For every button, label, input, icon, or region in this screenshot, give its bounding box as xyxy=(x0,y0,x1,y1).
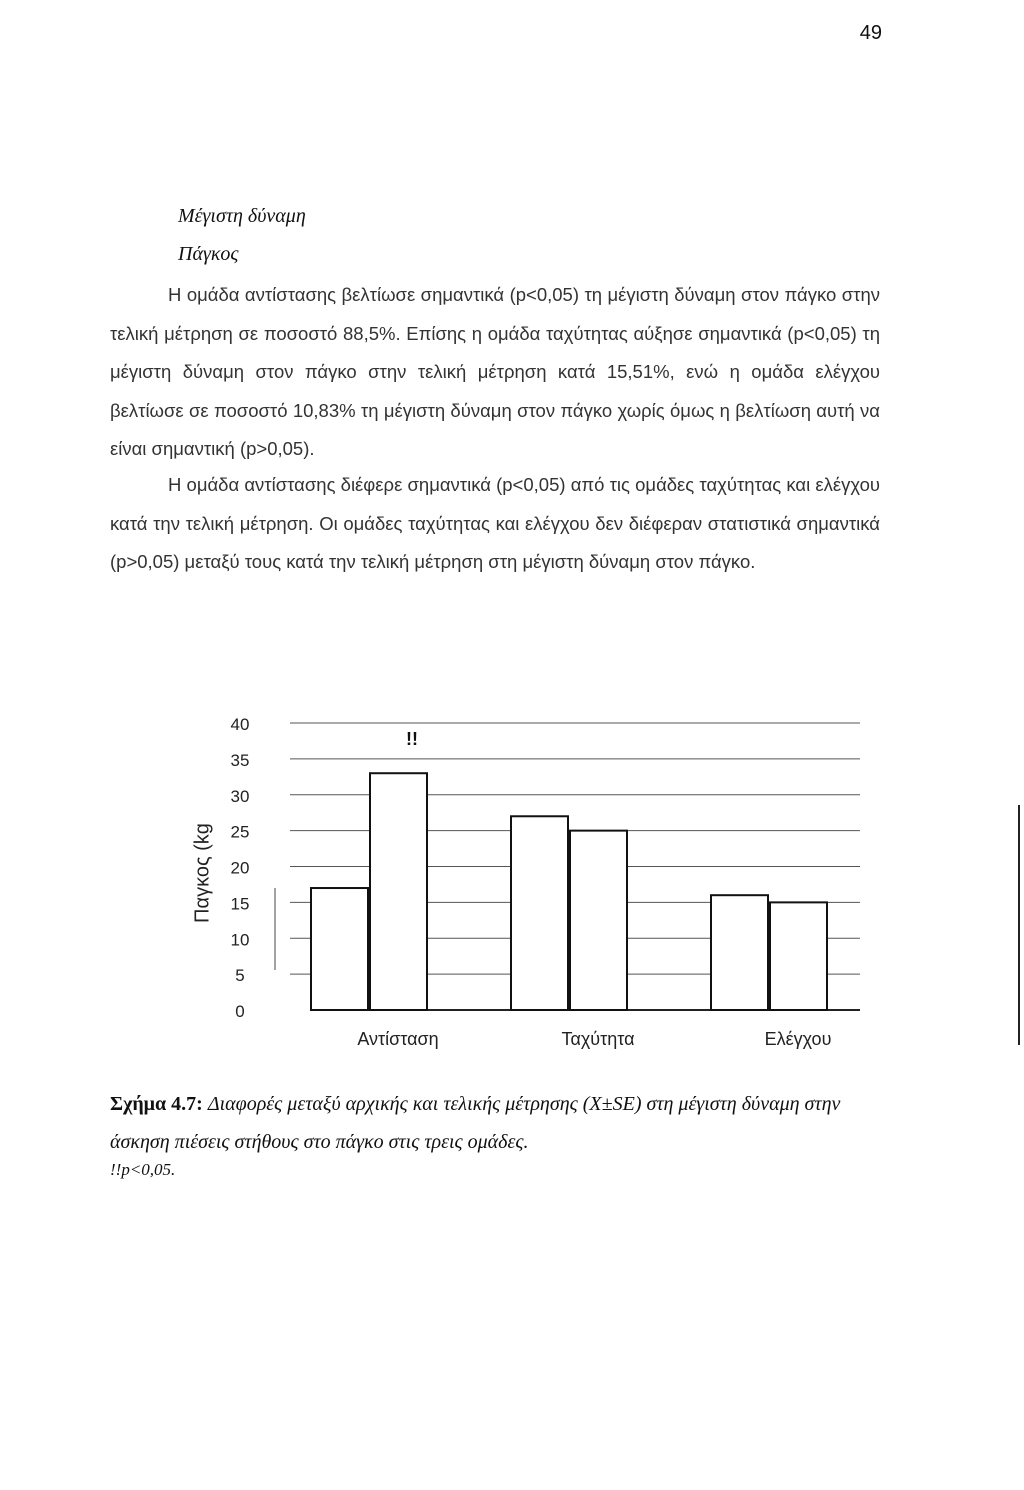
y-tick-label: 30 xyxy=(230,786,250,806)
bar-chart xyxy=(0,700,1024,1060)
section-subheading: Πάγκος xyxy=(178,243,239,265)
y-tick-label: 0 xyxy=(235,1002,245,1021)
y-tick-label: 5 xyxy=(235,966,245,986)
x-tick-label: Ελέγχου xyxy=(764,1029,832,1049)
section-heading: Μέγιστη δύναμη xyxy=(178,205,306,227)
bar-3-series-2 xyxy=(770,902,827,1010)
y-tick-label: 25 xyxy=(230,822,250,842)
y-tick-label: 10 xyxy=(230,930,250,950)
bar-2-series-1 xyxy=(511,816,568,1010)
figure-caption xyxy=(110,1085,900,1161)
y-axis-label-text: Παγκος (kg xyxy=(191,823,214,923)
y-tick-label: 15 xyxy=(230,894,250,914)
x-tick-label: Αντίσταση xyxy=(357,1029,439,1049)
significance-annotation: !! xyxy=(406,729,418,749)
bar-2-series-2 xyxy=(570,831,627,1010)
caption-text: Διαφορές μεταξύ αρχικής και τελικής μέτρησης (X±SE) στη μέγιστη δύναμη στην άσκηση πιέσεις στήθους στο πάγκο στις τρεις ομάδες. xyxy=(110,1093,841,1153)
bar-1-series-1 xyxy=(311,888,368,1010)
x-tick-label: Ταχύτητα xyxy=(561,1029,635,1049)
page-edge-line xyxy=(1018,805,1020,1045)
y-tick-label: 35 xyxy=(230,750,250,770)
page-number: 49 xyxy=(859,22,882,44)
y-tick-label: 20 xyxy=(230,858,250,878)
caption-label: Σχήμα 4.7: xyxy=(110,1093,203,1115)
bar-1-series-2 xyxy=(370,773,427,1010)
bar-3-series-1 xyxy=(711,895,768,1010)
footnote: !!p<0,05. xyxy=(110,1160,176,1179)
y-tick-label: 40 xyxy=(230,715,250,734)
paragraph-2: Η ομάδα αντίστασης διέφερε σημαντικά (p<0,05) από τις ομάδες ταχύτητας και ελέγχου κατά την τελική μέτρηση. Οι ομάδες ταχύτητας και ελέγχου δεν διέφεραν στατιστικά σημαντικά (p>0,05) μεταξύ τους κατά την τελική μέτρηση στη μέγιστη δύναμη στον πάγκο. xyxy=(110,474,880,572)
paragraph-1: Η ομάδα αντίστασης βελτίωσε σημαντικά (p<0,05) τη μέγιστη δύναμη στον πάγκο στην τελική μέτρηση σε ποσοστό 88,5%. Επίσης η ομάδα ταχύτητας αύξησε σημαντικά (p<0,05) τη μέγιστη δύναμη στον πάγκο στην τελική μέτρηση κατά 15,51%, ενώ η ομάδα ελέγχου βελτίωσε σε ποσοστό 10,83% τη μέγιστη δύναμη στον πάγκο χωρίς όμως η βελτίωση αυτή να είναι σημαντική (p>0,05). xyxy=(110,284,880,459)
